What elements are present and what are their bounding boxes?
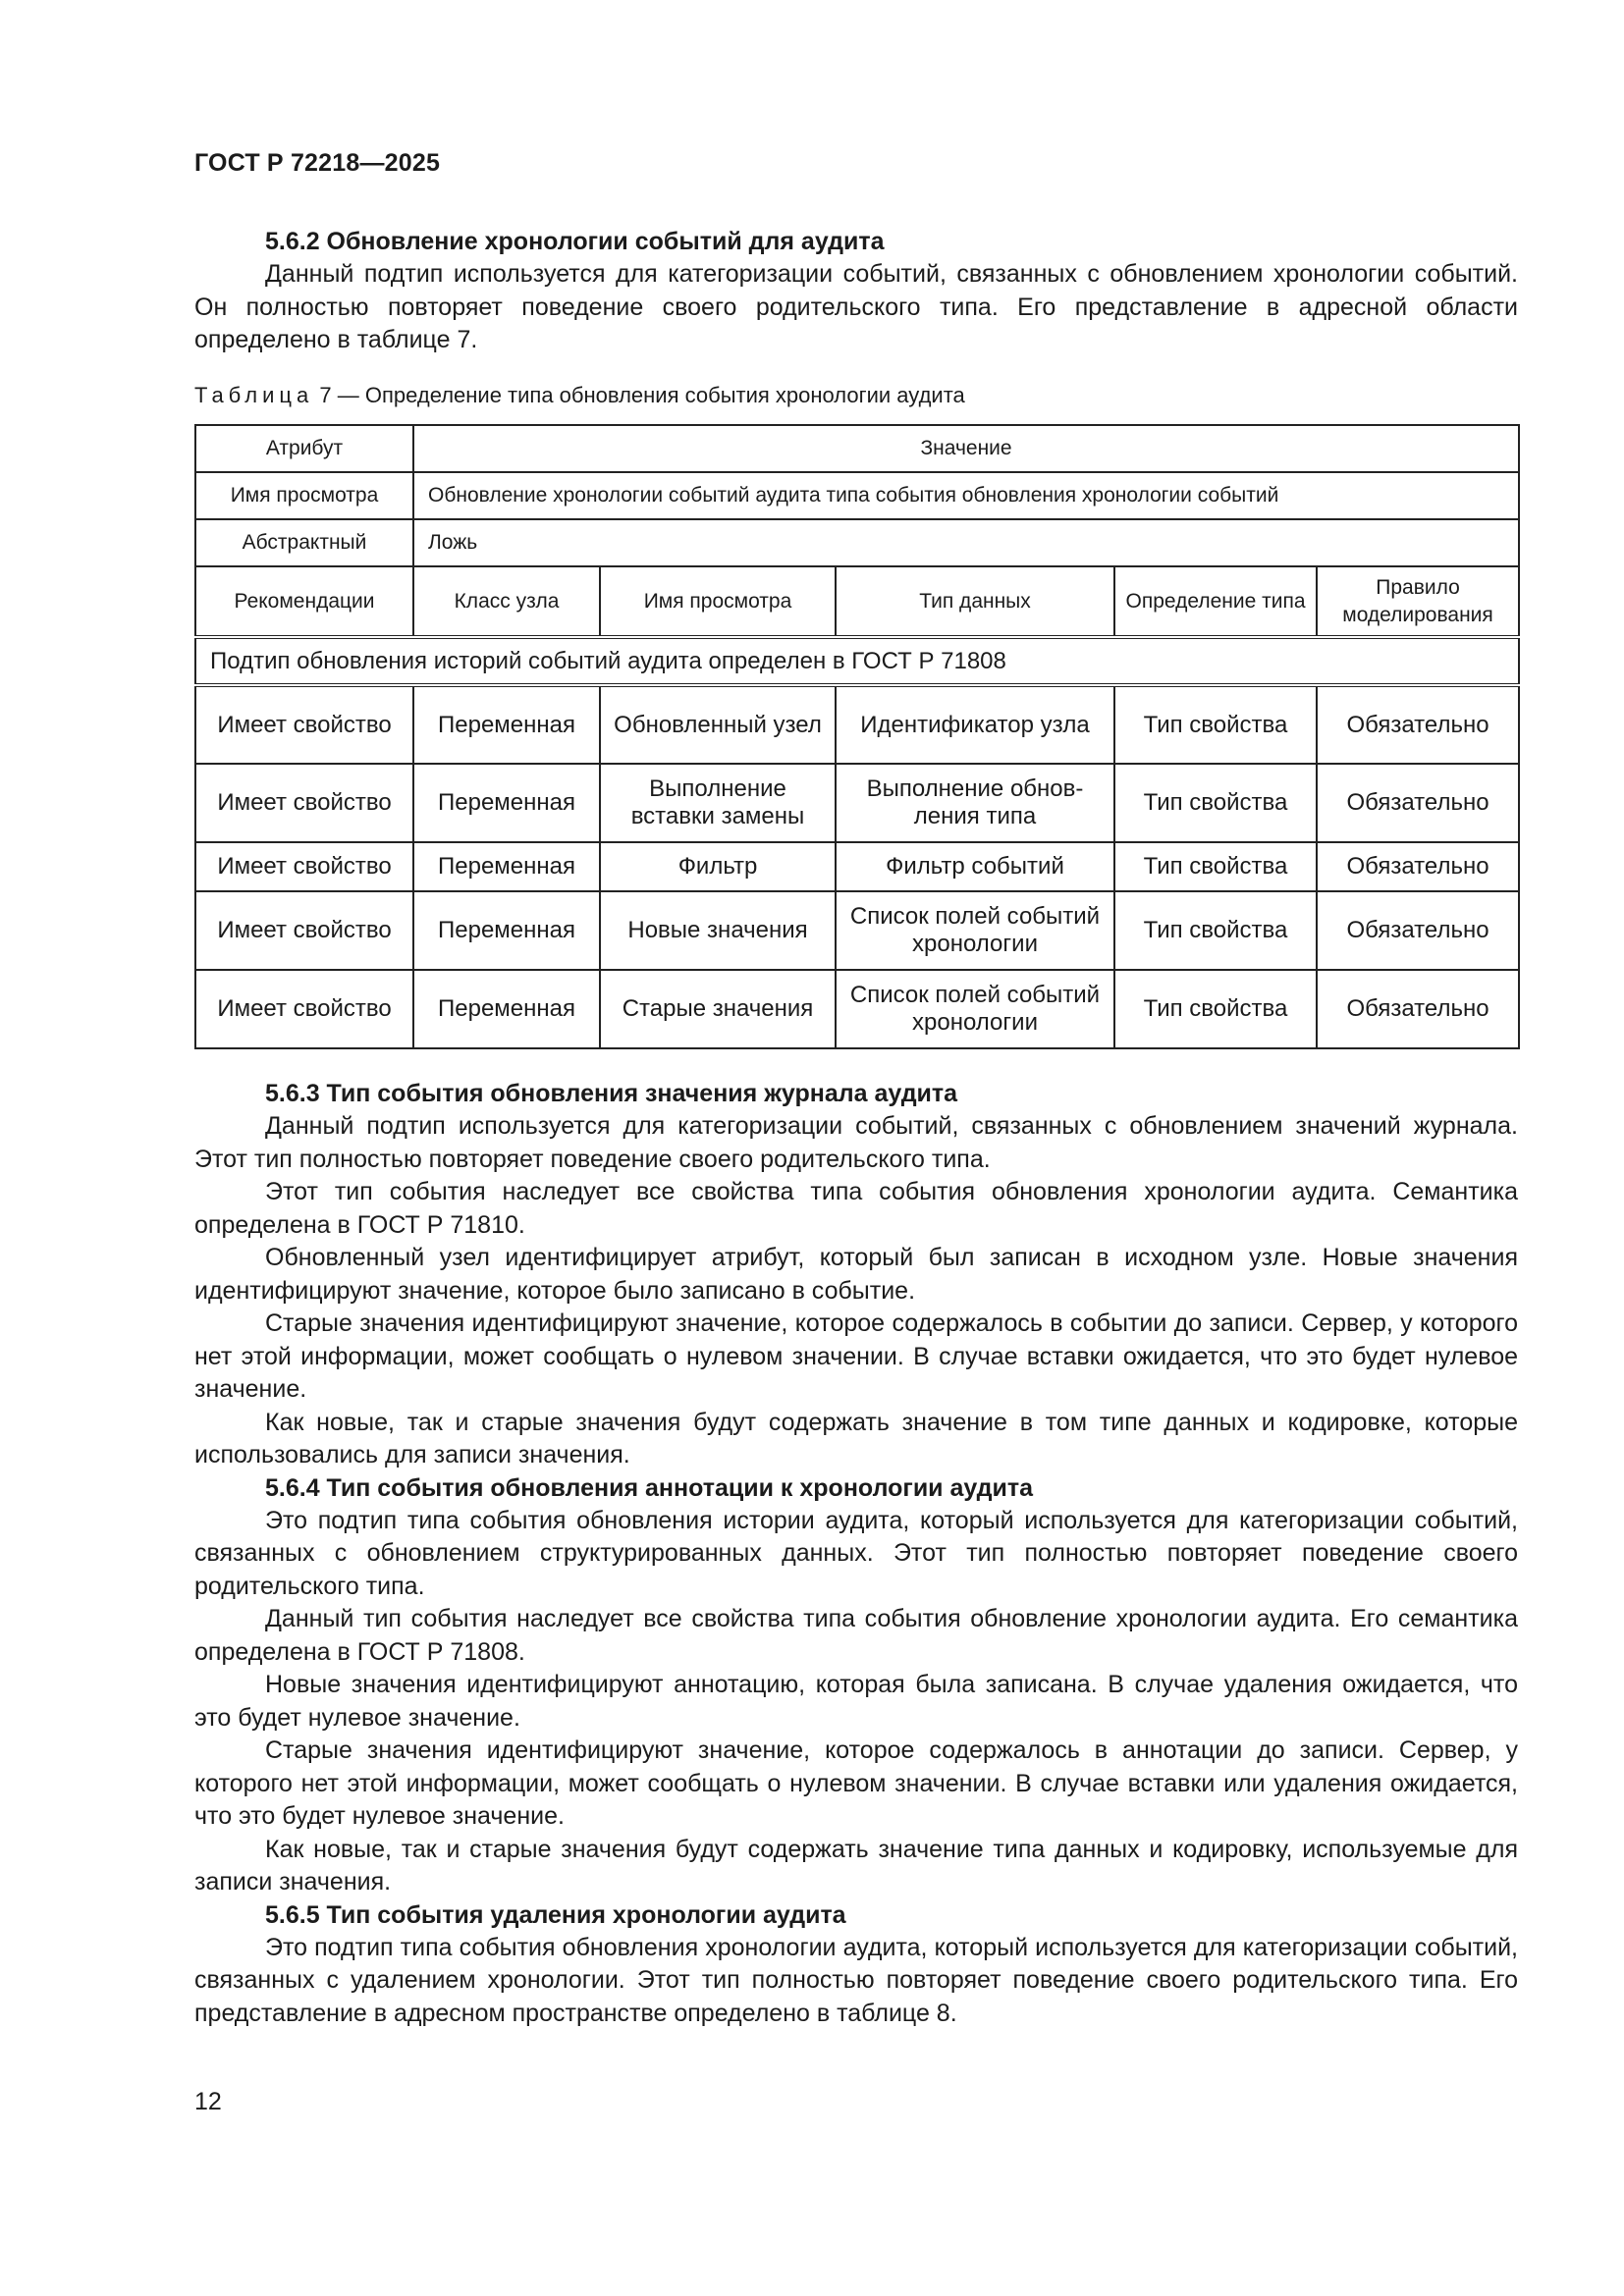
header-attribute: Атрибут xyxy=(195,425,413,472)
table-cell: Обязательно xyxy=(1317,764,1519,842)
table-cell: Обязательно xyxy=(1317,970,1519,1048)
table-row-view-name xyxy=(195,472,1519,519)
paragraph: Это подтип типа события обновления истории аудита, который используется для категоризации событий, связанных с обновлением структурированных данных. Этот тип полностью повторяет поведение своего родительского типа. xyxy=(194,1506,1518,1600)
cell-abstract-label: Абстрактный xyxy=(195,519,413,566)
paragraph: Как новые, так и старые значения будут содержать значение в том типе данных и кодировке, которые использовались для записи значения. xyxy=(194,1408,1518,1468)
table-cell: Переменная xyxy=(413,842,600,891)
document-header: ГОСТ Р 72218—2025 xyxy=(194,149,441,177)
section-heading: 5.6.3 Тип события обновления значения журнала аудита xyxy=(265,1080,958,1107)
section-heading: 5.6.5 Тип события удаления хронологии аудита xyxy=(265,1900,846,1929)
sections-5-6-3-to-5-6-5 xyxy=(194,1078,1518,2030)
table-cell: Тип свойства xyxy=(1114,764,1317,842)
table-cell: Старые значения xyxy=(600,970,836,1048)
cell-view-name-value: Обновление хронологии событий аудита типа события обновления хронологии событий xyxy=(413,472,1519,519)
table-cell: Имеет свойство xyxy=(195,970,413,1048)
table-cell: Новые значения xyxy=(600,891,836,970)
table-row xyxy=(195,891,1519,970)
paragraph: Данный подтип используется для категоризации событий, связанных с обновлением хронологии событий. Он полностью повторяет поведение своего родительского типа. Его представление в адресной области определено в таблице 7. xyxy=(194,260,1518,353)
table-cell: Переменная xyxy=(413,764,600,842)
section-5-6-2 xyxy=(194,226,1518,357)
table-cell: Идентификатор узла xyxy=(836,685,1114,764)
col-node-class: Класс узла xyxy=(413,566,600,637)
table-cell: Тип свойства xyxy=(1114,842,1317,891)
section-heading: 5.6.4 Тип события обновления аннотации к хронологии аудита xyxy=(265,1473,1034,1502)
paragraph: Это подтип типа события обновления хронологии аудита, который используется для категоризации событий, связанных с удалением хронологии. Этот тип полностью повторяет поведение своего родительского типа. Его представление в адресном пространстве определено в таблице 8. xyxy=(194,1933,1518,2027)
paragraph: Данный тип события наследует все свойства типа события обновление хронологии аудита. Его семантика определена в ГОСТ Р 71808. xyxy=(194,1605,1518,1666)
cell-subtype-note: Подтип обновления историй событий аудита определен в ГОСТ Р 71808 xyxy=(195,637,1519,685)
cell-view-name-label: Имя просмотра xyxy=(195,472,413,519)
table-cell: Переменная xyxy=(413,685,600,764)
table-row xyxy=(195,764,1519,842)
table-cell: Имеет свойство xyxy=(195,842,413,891)
table-cell: Обязательно xyxy=(1317,891,1519,970)
table-cell: Обязательно xyxy=(1317,842,1519,891)
header-value: Значение xyxy=(413,425,1519,472)
col-data-type: Тип данных xyxy=(836,566,1114,637)
table-cell: Обновленный узел xyxy=(600,685,836,764)
table-cell: Имеет свойство xyxy=(195,891,413,970)
col-modelling-rule: Правило моделирования xyxy=(1317,566,1519,637)
table-row xyxy=(195,970,1519,1048)
table-caption-label: Таблица xyxy=(194,383,314,407)
paragraph: Новые значения идентифицируют аннотацию, которая была записана. В случае удаления ожидается, что это будет нулевое значение. xyxy=(194,1671,1518,1732)
table-cell: Список полей событий хронологии xyxy=(836,891,1114,970)
table-cell: Переменная xyxy=(413,970,600,1048)
paragraph: Старые значения идентифицируют значение, которое содержалось в аннотации до записи. Сервер, у которого нет этой информации, может сообщать о нулевом значении. В случае вставки или удаления ожидается, что это будет нулевое значение. xyxy=(194,1736,1518,1830)
paragraph: Старые значения идентифицируют значение, которое содержалось в событии до записи. Сервер, у которого нет этой информации, может сообщать о нулевом значении. В случае вставки ожидается, что это будет нулевое значение. xyxy=(194,1309,1518,1403)
table-row xyxy=(195,842,1519,891)
paragraph: Обновленный узел идентифицирует атрибут, который был записан в исходном узле. Новые значения идентифицируют значение, которое было записано в событие. xyxy=(194,1244,1518,1305)
table-cell: Тип свойства xyxy=(1114,891,1317,970)
table-cell: Имеет свойство xyxy=(195,764,413,842)
paragraph: Этот тип события наследует все свойства типа события обновления хронологии аудита. Семантика определена в ГОСТ Р 71810. xyxy=(194,1178,1518,1239)
table-row-abstract xyxy=(195,519,1519,566)
table-row xyxy=(195,685,1519,764)
table-row-references-header xyxy=(195,566,1519,637)
table-cell: Фильтр событий xyxy=(836,842,1114,891)
table-7 xyxy=(194,424,1520,1049)
table-cell: Тип свойства xyxy=(1114,970,1317,1048)
paragraph: Как новые, так и старые значения будут содержать значение типа данных и кодировку, используемые для записи значения. xyxy=(194,1835,1518,1896)
paragraph: Данный подтип используется для категоризации событий, связанных с обновлением значений журнала. Этот тип полностью повторяет поведение своего родительского типа. xyxy=(194,1112,1518,1173)
col-browse-name: Имя просмотра xyxy=(600,566,836,637)
table-cell: Список полей событий хронологии xyxy=(836,970,1114,1048)
cell-abstract-value: Ложь xyxy=(413,519,1519,566)
table-caption xyxy=(194,381,965,410)
table-cell: Выполнение вставки замены xyxy=(600,764,836,842)
table-header-row xyxy=(195,425,1519,472)
table-cell: Имеет свойство xyxy=(195,685,413,764)
table-cell: Обязательно xyxy=(1317,685,1519,764)
col-type-definition: Определение типа xyxy=(1114,566,1317,637)
table-cell: Фильтр xyxy=(600,842,836,891)
page-number: 12 xyxy=(194,2088,222,2115)
col-references: Рекомендации xyxy=(195,566,413,637)
table-cell: Тип свойства xyxy=(1114,685,1317,764)
table-caption-text: 7 — Определение типа обновления события хронологии аудита xyxy=(313,383,965,407)
section-heading: 5.6.2 Обновление хронологии событий для аудита xyxy=(265,228,885,255)
table-row-subtype-note xyxy=(195,637,1519,685)
table-cell: Переменная xyxy=(413,891,600,970)
table-cell: Выполнение обновления типа xyxy=(836,764,1114,842)
